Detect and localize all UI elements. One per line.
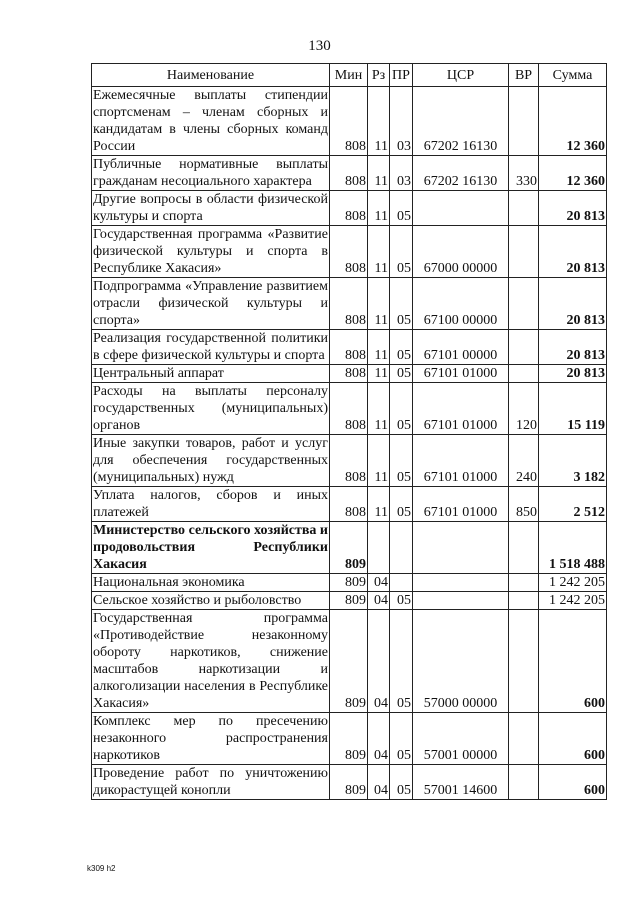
cell-vr [509,365,539,383]
cell-min: 809 [330,610,368,713]
cell-name: Публичные нормативные выплаты гражданам несоциального характера [93,157,328,189]
table-row [92,765,607,800]
cell-name: Проведение работ по уничтожению дикорастущей конопли [93,766,328,798]
cell-csr: 67101 01000 [413,365,509,383]
cell-min: 809 [330,713,368,765]
cell-csr [413,522,509,574]
table-row [92,191,607,226]
cell-csr: 67101 01000 [413,435,509,487]
header-sum: Сумма [539,64,607,87]
cell-pr: 05 [390,487,413,522]
table-row [92,383,607,435]
cell-sum: 600 [539,765,607,800]
cell-name: Расходы на выплаты персоналу государственных (муниципальных) органов [93,384,328,433]
cell-sum: 600 [539,610,607,713]
cell-pr: 03 [390,156,413,191]
cell-min: 809 [330,592,368,610]
table-row [92,365,607,383]
cell-rz: 11 [368,87,390,156]
cell-vr: 850 [509,487,539,522]
cell-sum: 12 360 [539,87,607,156]
cell-sum: 2 512 [539,487,607,522]
cell-csr [413,592,509,610]
cell-name: Национальная экономика [92,574,330,592]
table-row [92,156,607,191]
cell-vr [509,765,539,800]
cell-sum: 1 518 488 [539,522,607,574]
cell-min: 808 [330,191,368,226]
table-row [92,330,607,365]
cell-rz: 11 [368,365,390,383]
table-row [92,487,607,522]
cell-pr: 05 [390,435,413,487]
cell-sum: 20 813 [539,226,607,278]
cell-pr [390,574,413,592]
cell-csr: 67101 00000 [413,330,509,365]
cell-csr [413,191,509,226]
cell-csr: 67202 16130 [413,156,509,191]
cell-sum: 1 242 205 [539,574,607,592]
cell-min: 808 [330,278,368,330]
cell-pr: 05 [390,610,413,713]
cell-rz: 04 [368,610,390,713]
cell-min: 808 [330,365,368,383]
table-header-row [92,64,607,87]
cell-sum: 20 813 [539,191,607,226]
cell-pr: 05 [390,278,413,330]
cell-rz: 11 [368,487,390,522]
cell-sum: 20 813 [539,330,607,365]
cell-sum: 20 813 [539,278,607,330]
cell-vr [509,87,539,156]
cell-csr: 67100 00000 [413,278,509,330]
cell-name: Уплата налогов, сборов и иных платежей [93,488,328,520]
cell-name: Государственная программа «Развитие физической культуры и спорта в Республике Хакасия» [93,227,328,276]
cell-sum: 12 360 [539,156,607,191]
cell-min: 808 [330,226,368,278]
cell-csr: 67000 00000 [413,226,509,278]
cell-min: 808 [330,435,368,487]
cell-csr: 57001 00000 [413,713,509,765]
cell-min: 808 [330,330,368,365]
cell-rz: 04 [368,592,390,610]
table-row [92,435,607,487]
header-min: Мин [330,64,368,87]
budget-table [91,63,607,800]
cell-pr: 05 [390,713,413,765]
cell-min: 808 [330,87,368,156]
cell-csr: 57000 00000 [413,610,509,713]
cell-sum: 15 119 [539,383,607,435]
header-csr: ЦСР [413,64,509,87]
cell-csr: 57001 14600 [413,765,509,800]
footer-code: k309 h2 [87,864,116,873]
table-row [92,592,607,610]
cell-rz: 11 [368,330,390,365]
table-row [92,574,607,592]
cell-vr [509,574,539,592]
cell-name: Центральный аппарат [92,365,330,383]
cell-name: Комплекс мер по пресечению незаконного распространения наркотиков [93,714,328,763]
cell-rz: 11 [368,156,390,191]
cell-rz: 04 [368,574,390,592]
cell-vr: 240 [509,435,539,487]
cell-rz: 11 [368,191,390,226]
cell-pr: 05 [390,226,413,278]
cell-sum: 3 182 [539,435,607,487]
header-pr: ПР [390,64,413,87]
cell-vr [509,278,539,330]
cell-pr: 05 [390,365,413,383]
cell-sum: 20 813 [539,365,607,383]
cell-name: Министерство сельского хозяйства и продовольствия Республики Хакасия [93,523,328,572]
cell-vr [509,226,539,278]
table-row [92,610,607,713]
cell-rz: 04 [368,713,390,765]
cell-sum: 600 [539,713,607,765]
cell-rz: 11 [368,435,390,487]
cell-sum: 1 242 205 [539,592,607,610]
cell-pr: 05 [390,592,413,610]
header-name: Наименование [92,64,330,87]
cell-vr: 120 [509,383,539,435]
cell-vr [509,610,539,713]
cell-pr: 05 [390,330,413,365]
cell-min: 809 [330,574,368,592]
cell-vr [509,592,539,610]
page-number: 130 [308,38,331,54]
header-rz: Рз [368,64,390,87]
header-vr: ВР [509,64,539,87]
cell-min: 809 [330,765,368,800]
cell-vr [509,713,539,765]
cell-rz [368,522,390,574]
cell-min: 809 [330,522,368,574]
cell-vr: 330 [509,156,539,191]
cell-min: 808 [330,487,368,522]
cell-rz: 11 [368,278,390,330]
cell-pr: 03 [390,87,413,156]
table-row [92,522,607,574]
cell-csr: 67101 01000 [413,487,509,522]
table-row [92,226,607,278]
table-row [92,87,607,156]
cell-vr [509,522,539,574]
cell-pr [390,522,413,574]
cell-min: 808 [330,383,368,435]
table-row [92,713,607,765]
cell-name: Сельское хозяйство и рыболовство [92,592,330,610]
cell-pr: 05 [390,383,413,435]
cell-pr: 05 [390,765,413,800]
cell-csr: 67101 01000 [413,383,509,435]
cell-name: Иные закупки товаров, работ и услуг для обеспечения государственных (муниципальных) нужд [93,436,328,485]
cell-name: Государственная программа «Противодействие незаконному обороту наркотиков, снижение масштабов наркотизации и алкоголизации населения в Республике Хакасия» [93,611,328,711]
table-row [92,278,607,330]
cell-vr [509,191,539,226]
cell-vr [509,330,539,365]
cell-pr: 05 [390,191,413,226]
cell-min: 808 [330,156,368,191]
cell-name: Подпрограмма «Управление развитием отрасли физической культуры и спорта» [93,279,328,328]
cell-name: Ежемесячные выплаты стипендии спортсменам – членам сборных и кандидатам в члены сборных команд России [93,88,328,154]
cell-csr [413,574,509,592]
cell-name: Другие вопросы в области физической культуры и спорта [93,192,328,224]
cell-name: Реализация государственной политики в сфере физической культуры и спорта [93,331,328,363]
cell-rz: 04 [368,765,390,800]
cell-csr: 67202 16130 [413,87,509,156]
cell-rz: 11 [368,226,390,278]
cell-rz: 11 [368,383,390,435]
